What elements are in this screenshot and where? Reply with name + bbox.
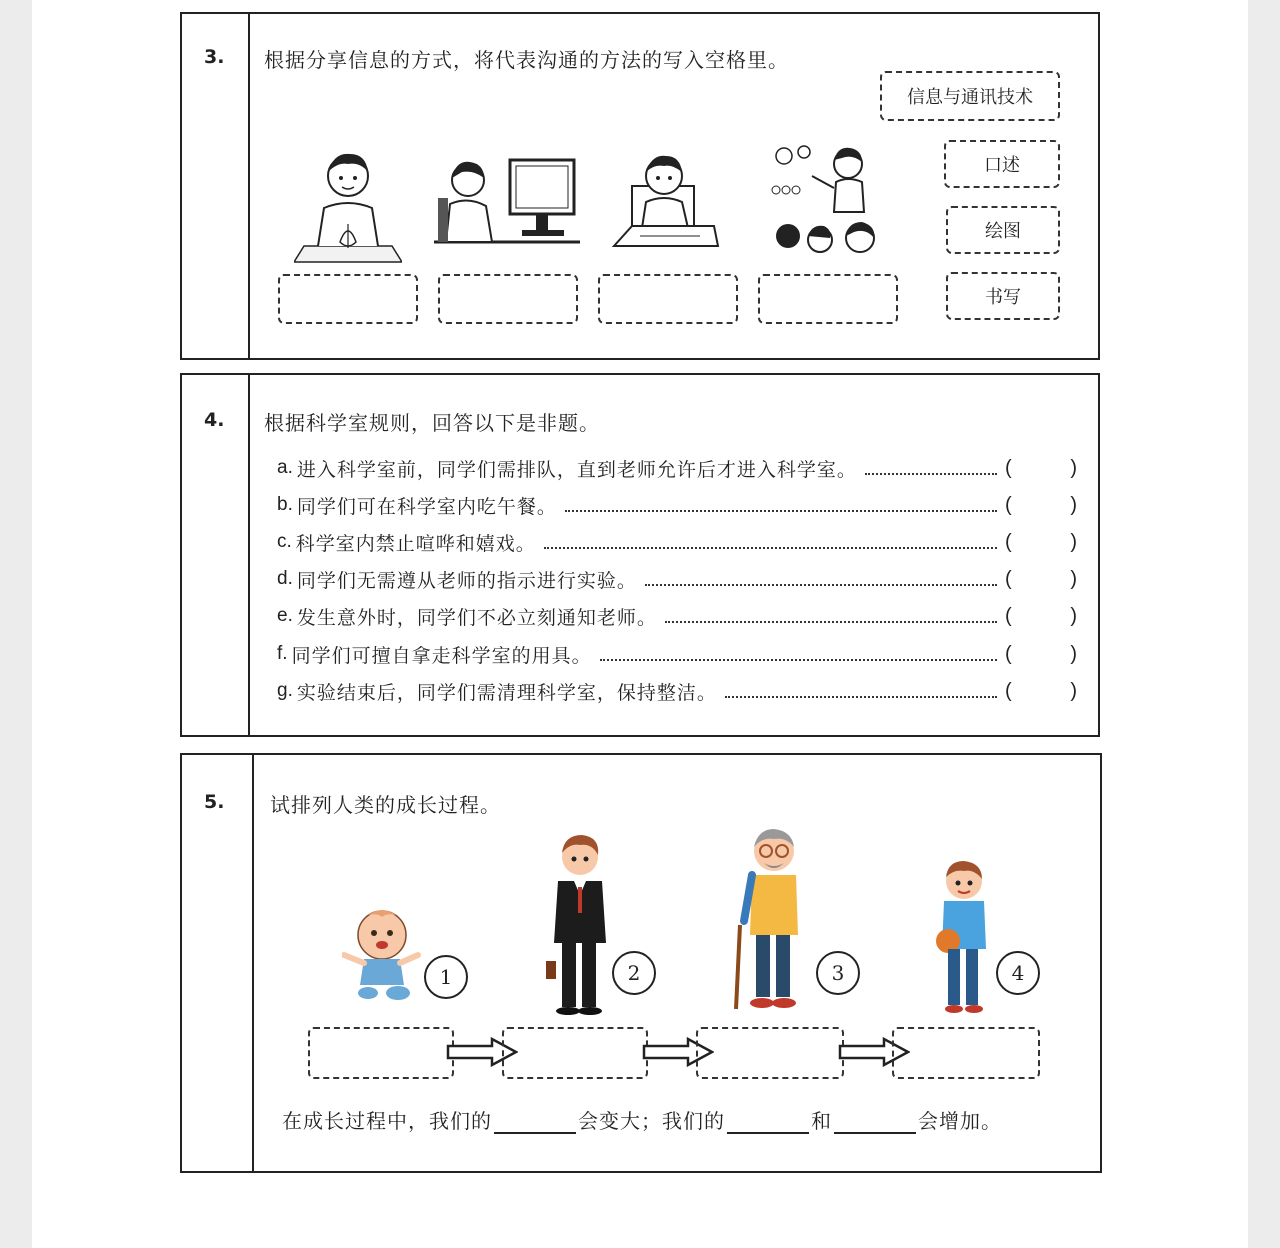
- question-number: 5.: [204, 791, 225, 813]
- close-paren: ): [1070, 456, 1077, 479]
- stage-number-2: 2: [612, 951, 656, 995]
- statement-a: [277, 453, 1077, 483]
- question-instruction: 根据科学室规则，回答以下是非题。: [264, 411, 600, 435]
- leader-dots: [565, 509, 997, 512]
- close-paren: ): [1070, 567, 1077, 590]
- open-paren: (: [1005, 493, 1012, 516]
- question-4-box: [180, 373, 1100, 737]
- worksheet-page: [32, 0, 1248, 1248]
- statement-letter: b.: [277, 494, 293, 515]
- question-number: 4.: [204, 409, 225, 431]
- leader-dots: [544, 546, 997, 549]
- child-image: [934, 859, 994, 1015]
- answer-box-3[interactable]: [598, 274, 738, 324]
- close-paren: ): [1070, 642, 1077, 665]
- leader-dots: [865, 472, 997, 475]
- option-writing: [946, 272, 1060, 320]
- stage-number-3: 3: [816, 951, 860, 995]
- question-5-box: [180, 753, 1102, 1173]
- question-number-column: [182, 755, 254, 1171]
- question-instruction: 根据分享信息的方式，将代表沟通的方法的写入空格里。: [264, 48, 789, 72]
- statement-letter: f.: [277, 643, 288, 664]
- blank-2[interactable]: [727, 1112, 809, 1134]
- statement-letter: d.: [277, 568, 293, 589]
- adult-man-image: [544, 831, 614, 1017]
- open-paren: (: [1005, 604, 1012, 627]
- close-paren: ): [1070, 530, 1077, 553]
- sentence-part-3: 和: [811, 1109, 832, 1133]
- blank-1[interactable]: [494, 1112, 576, 1134]
- statement-c: [277, 527, 1077, 557]
- sentence-part-2: 会变大；我们的: [578, 1109, 725, 1133]
- leader-dots: [600, 658, 997, 661]
- open-paren: (: [1005, 530, 1012, 553]
- boy-writing-image: [610, 146, 722, 256]
- answer-parentheses[interactable]: [1005, 605, 1077, 628]
- answer-parentheses[interactable]: [1005, 494, 1077, 517]
- statement-g: [277, 676, 1077, 706]
- statement-d: [277, 564, 1077, 594]
- category-label-text: 信息与通讯技术: [907, 87, 1033, 108]
- leader-dots: [665, 620, 997, 623]
- option-oral-text: 口述: [984, 155, 1020, 176]
- statement-text: 同学们无需遵从老师的指示进行实验。: [296, 569, 637, 592]
- statement-letter: g.: [277, 680, 293, 701]
- boy-at-computer-image: [434, 154, 580, 250]
- elderly-man-image: [730, 825, 814, 1015]
- answer-box-2[interactable]: [438, 274, 578, 324]
- open-paren: (: [1005, 642, 1012, 665]
- leader-dots: [725, 695, 997, 698]
- baby-image: [342, 905, 422, 1003]
- teacher-talking-image: [768, 142, 886, 260]
- statement-letter: e.: [277, 605, 293, 626]
- answer-box-1[interactable]: [278, 274, 418, 324]
- question-3-box: [180, 12, 1100, 360]
- statement-text: 同学们可擅自拿走科学室的用具。: [291, 644, 592, 667]
- question-number: 3.: [204, 46, 225, 68]
- statement-text: 实验结束后，同学们需清理科学室，保持整洁。: [296, 681, 717, 704]
- sentence-part-1: 在成长过程中，我们的: [282, 1109, 492, 1133]
- answer-parentheses[interactable]: [1005, 568, 1077, 591]
- question-instruction: 试排列人类的成长过程。: [270, 793, 501, 817]
- blank-3[interactable]: [834, 1112, 916, 1134]
- leader-dots: [645, 583, 997, 586]
- statement-e: [277, 601, 1077, 631]
- answer-parentheses[interactable]: [1005, 531, 1077, 554]
- option-drawing: [946, 206, 1060, 254]
- fill-in-sentence: [282, 1105, 1002, 1134]
- open-paren: (: [1005, 456, 1012, 479]
- order-box-1[interactable]: [308, 1027, 454, 1079]
- open-paren: (: [1005, 679, 1012, 702]
- option-writing-text: 书写: [985, 287, 1021, 308]
- sentence-part-4: 会增加。: [918, 1109, 1002, 1133]
- boy-drawing-leaf-image: [294, 146, 402, 264]
- statement-letter: a.: [277, 457, 293, 478]
- answer-box-4[interactable]: [758, 274, 898, 324]
- statement-text: 科学室内禁止喧哗和嬉戏。: [295, 532, 536, 555]
- statement-text: 发生意外时，同学们不必立刻通知老师。: [296, 606, 657, 629]
- answer-parentheses[interactable]: [1005, 680, 1077, 703]
- close-paren: ): [1070, 493, 1077, 516]
- stage-number-4: 4: [996, 951, 1040, 995]
- stage-number-1: 1: [424, 955, 468, 999]
- open-paren: (: [1005, 567, 1012, 590]
- option-drawing-text: 绘图: [985, 221, 1021, 242]
- statement-b: [277, 490, 1077, 520]
- close-paren: ): [1070, 604, 1077, 627]
- answer-parentheses[interactable]: [1005, 643, 1077, 666]
- answer-parentheses[interactable]: [1005, 457, 1077, 480]
- order-box-4[interactable]: [892, 1027, 1040, 1079]
- order-box-2[interactable]: [502, 1027, 648, 1079]
- statement-letter: c.: [277, 531, 292, 552]
- option-oral: [944, 140, 1060, 188]
- statement-text: 进入科学室前，同学们需排队，直到老师允许后才进入科学室。: [296, 458, 857, 481]
- close-paren: ): [1070, 679, 1077, 702]
- order-box-3[interactable]: [696, 1027, 844, 1079]
- statement-f: [277, 639, 1077, 669]
- statement-text: 同学们可在科学室内吃午餐。: [296, 495, 557, 518]
- category-label: [880, 71, 1060, 121]
